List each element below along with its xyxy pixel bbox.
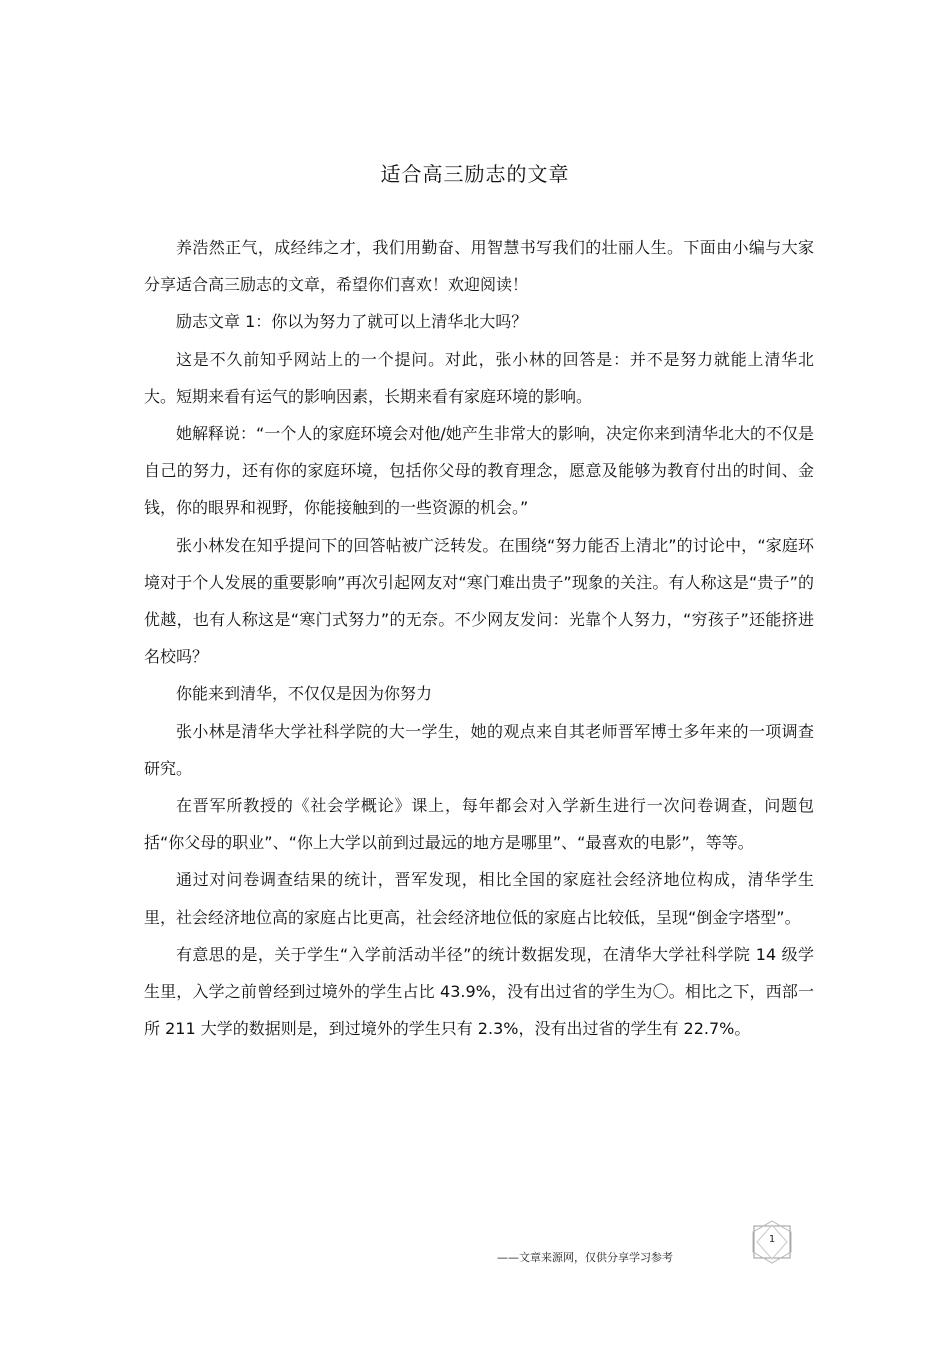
paragraph: 张小林是清华大学社科学院的大一学生，她的观点来自其老师晋军博士多年来的一项调查研究。 [144, 721, 814, 778]
paragraph: 通过对问卷调查结果的统计，晋军发现，相比全国的家庭社会经济地位构成，清华学生里，社会经济地位高的家庭占比更高，社会经济地位低的家庭占比较低，呈现“倒金字塔型”。 [144, 870, 814, 927]
paragraph: 你能来到清华，不仅仅是因为你努力 [176, 684, 433, 704]
page-number: 1 [768, 1234, 776, 1245]
paragraph: 励志文章 1：你以为努力了就可以上清华北大吗？ [176, 312, 528, 332]
paragraph: 在晋军所教授的《社会学概论》课上，每年都会对入学新生进行一次问卷调查，问题包括“你父母的职业”、“你上大学以前到过最远的地方是哪里”、“最喜欢的电影”，等等。 [144, 796, 814, 853]
paragraph: 她解释说：“一个人的家庭环境会对他/她产生非常大的影响，决定你来到清华北大的不仅是自己的努力，还有你的家庭环境，包括你父母的教育理念，愿意及能够为教育付出的时间、金钱，你的眼界和视野，你能接触到的一些资源的机会。” [144, 424, 814, 518]
paragraph: 张小林发在知乎提问下的回答帖被广泛转发。在围绕“努力能否上清北”的讨论中，“家庭环境对于个人发展的重要影响”再次引起网友对“寒门难出贵子”现象的关注。有人称这是“贵子”的优越，也有人称这是“寒门式努力”的无奈。不少网友发问：光靠个人努力，“穷孩子”还能挤进名校吗？ [144, 535, 814, 667]
paragraph: 这是不久前知乎网站上的一个提问。对此，张小林的回答是：并不是努力就能上清华北大。短期来看有运气的影响因素，长期来看有家庭环境的影响。 [144, 349, 814, 406]
paragraph: 养浩然正气，成经纬之才，我们用勤奋、用智慧书写我们的壮丽人生。下面由小编与大家分享适合高三励志的文章，希望你们喜欢！欢迎阅读！ [144, 238, 814, 295]
document-title: 适合高三励志的文章 [380, 162, 570, 186]
paragraph: 有意思的是，关于学生“入学前活动半径”的统计数据发现，在清华大学社科学院 14 级学生里，入学之前曾经到过境外的学生占比 43.9%，没有出过省的学生为〇。相比之下，西部一所 211 大学的数据则是，到过境外的学生只有 2.3%，没有出过省的学生有 22.7%。 [144, 944, 814, 1039]
document-body [144, 229, 814, 1047]
source-note: ——文章来源网，仅供分享学习参考 [497, 1251, 673, 1264]
